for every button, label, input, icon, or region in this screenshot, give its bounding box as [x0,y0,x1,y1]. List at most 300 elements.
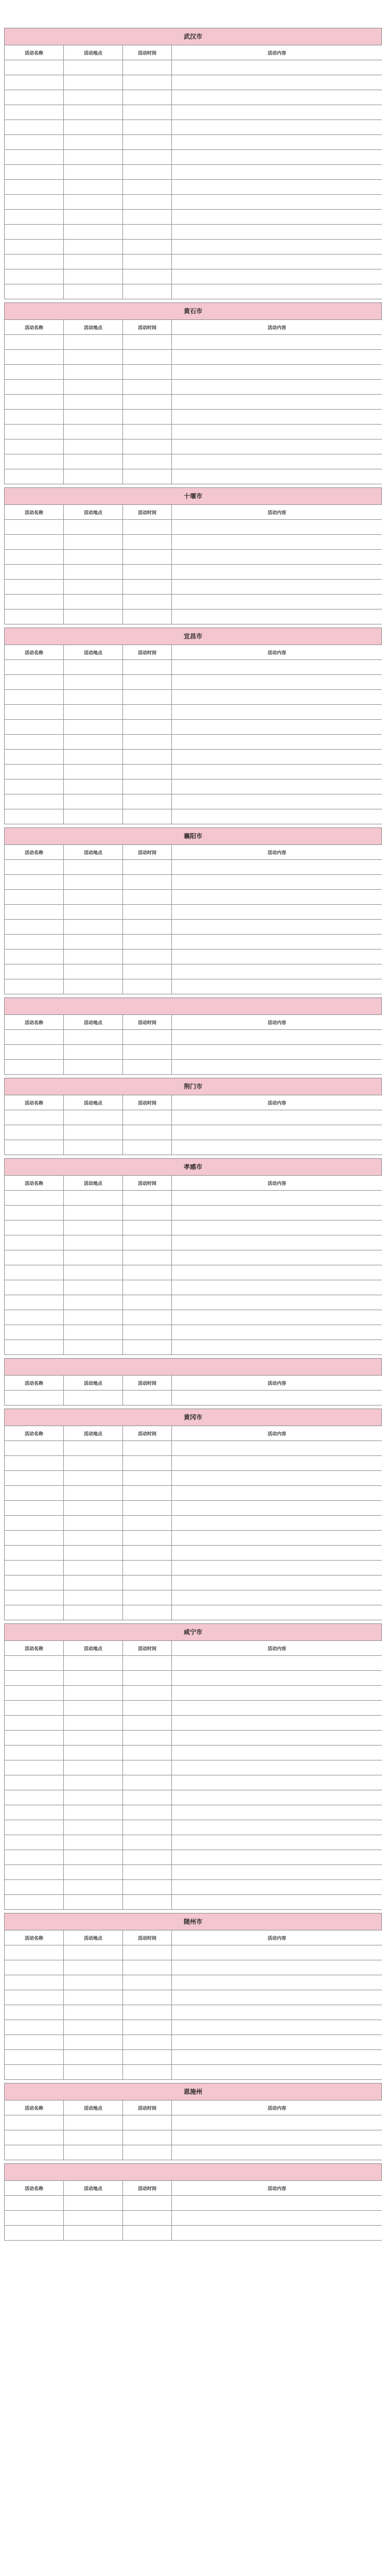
activity-time-cell [123,350,172,365]
column-header: 活动地点 [64,645,123,660]
table-row [5,1575,382,1590]
activity-name-cell [5,2196,64,2211]
column-header: 活动内容 [172,1376,382,1391]
city-section [4,997,382,1078]
activity-name-cell [5,1456,64,1471]
table-row [5,2065,382,2080]
activity-content-cell [172,1441,382,1456]
section-title: 宜昌市 [4,628,382,645]
activity-name-cell [5,2065,64,2080]
activity-name-cell [5,1140,64,1155]
column-header: 活动地点 [64,45,123,60]
table-row [5,150,382,165]
activity-time-cell [123,535,172,550]
activity-time-cell [123,335,172,350]
column-header: 活动名称 [5,2181,64,2196]
activity-table [4,1930,382,2080]
section-title [4,1358,382,1375]
activity-name-cell [5,1671,64,1686]
activity-location-cell [64,1325,123,1340]
activity-content-cell [172,1310,382,1325]
activity-content-cell [172,1486,382,1501]
activity-name-cell [5,920,64,935]
table-row [5,809,382,824]
activity-content-cell [172,675,382,690]
column-header: 活动名称 [5,2100,64,2115]
activity-time-cell [123,1516,172,1531]
activity-name-cell [5,1501,64,1516]
table-row [5,779,382,794]
activity-name-cell [5,2130,64,2145]
table-row [5,1656,382,1671]
activity-table [4,45,382,299]
section-title: 孝感市 [4,1158,382,1175]
table-row [5,195,382,210]
activity-content-cell [172,1575,382,1590]
activity-time-cell [123,135,172,150]
activity-location-cell [64,1235,123,1250]
activity-content-cell [172,1456,382,1471]
activity-time-cell [123,1060,172,1075]
activity-time-cell [123,920,172,935]
table-row [5,2130,382,2145]
activity-content-cell [172,550,382,565]
activity-time-cell [123,779,172,794]
table-row [5,269,382,284]
column-header: 活动名称 [5,1176,64,1191]
activity-location-cell [64,1701,123,1716]
column-header: 活动名称 [5,1015,64,1030]
column-header: 活动时间 [123,1641,172,1656]
section-title: 荆门市 [4,1078,382,1095]
activity-location-cell [64,1456,123,1471]
activity-name-cell [5,165,64,180]
activity-content-cell [172,195,382,210]
table-row [5,1340,382,1355]
activity-content-cell [172,935,382,950]
activity-name-cell [5,765,64,779]
activity-location-cell [64,1945,123,1960]
table-header-row [5,1641,382,1656]
activity-content-cell [172,1835,382,1850]
table-header-row [5,505,382,520]
activity-name-cell [5,609,64,624]
activity-location-cell [64,2130,123,2145]
table-row [5,890,382,905]
column-header: 活动名称 [5,1376,64,1391]
activity-time-cell [123,1745,172,1760]
activity-content-cell [172,2020,382,2035]
table-row [5,469,382,484]
activity-time-cell [123,469,172,484]
table-row [5,1850,382,1865]
activity-content-cell [172,105,382,120]
activity-name-cell [5,964,64,979]
table-row [5,705,382,720]
activity-name-cell [5,1340,64,1355]
activity-name-cell [5,1030,64,1045]
activity-content-cell [172,750,382,765]
activity-content-cell [172,535,382,550]
table-row [5,1605,382,1620]
activity-name-cell [5,1701,64,1716]
activity-content-cell [172,2211,382,2226]
activity-location-cell [64,675,123,690]
activity-location-cell [64,1531,123,1546]
activity-location-cell [64,60,123,75]
table-row [5,2005,382,2020]
activity-time-cell [123,1805,172,1820]
column-header: 活动内容 [172,1641,382,1656]
activity-content-cell [172,60,382,75]
activity-location-cell [64,860,123,875]
table-row [5,1835,382,1850]
activity-content-cell [172,765,382,779]
table-row [5,2211,382,2226]
section-title: 襄阳市 [4,827,382,844]
activity-content-cell [172,1745,382,1760]
activity-location-cell [64,1790,123,1805]
activity-name-cell [5,890,64,905]
activity-location-cell [64,1501,123,1516]
activity-location-cell [64,1191,123,1206]
table-row [5,425,382,439]
table-row [5,1325,382,1340]
table-row [5,565,382,580]
activity-content-cell [172,2115,382,2130]
activity-table [4,1375,382,1405]
activity-name-cell [5,105,64,120]
activity-name-cell [5,750,64,765]
activity-location-cell [64,454,123,469]
activity-name-cell [5,439,64,454]
activity-time-cell [123,609,172,624]
activity-time-cell [123,720,172,735]
column-header: 活动内容 [172,1176,382,1191]
table-header-row [5,1426,382,1441]
activity-time-cell [123,1701,172,1716]
activity-time-cell [123,1045,172,1060]
activity-name-cell [5,675,64,690]
activity-name-cell [5,720,64,735]
activity-time-cell [123,1960,172,1975]
activity-name-cell [5,565,64,580]
table-header-row [5,2181,382,2196]
activity-time-cell [123,195,172,210]
activity-location-cell [64,1206,123,1221]
activity-time-cell [123,735,172,750]
column-header: 活动地点 [64,1376,123,1391]
activity-location-cell [64,1295,123,1310]
activity-location-cell [64,90,123,105]
activity-name-cell [5,1575,64,1590]
activity-time-cell [123,1325,172,1340]
activity-location-cell [64,1110,123,1125]
table-row [5,2115,382,2130]
activity-name-cell [5,60,64,75]
activity-location-cell [64,180,123,195]
activity-name-cell [5,1716,64,1731]
table-row [5,690,382,705]
table-row [5,2050,382,2065]
table-row [5,580,382,595]
activity-name-cell [5,1471,64,1486]
activity-name-cell [5,350,64,365]
activity-content-cell [172,720,382,735]
activity-content-cell [172,1790,382,1805]
activity-name-cell [5,794,64,809]
activity-location-cell [64,1265,123,1280]
activity-location-cell [64,2005,123,2020]
column-header: 活动时间 [123,320,172,335]
column-header: 活动名称 [5,845,64,860]
activity-location-cell [64,2050,123,2065]
activity-time-cell [123,425,172,439]
section-title: 黄石市 [4,302,382,319]
table-row [5,1671,382,1686]
activity-location-cell [64,1441,123,1456]
column-header: 活动内容 [172,1095,382,1110]
activity-location-cell [64,135,123,150]
activity-name-cell [5,979,64,994]
table-row [5,1221,382,1235]
activity-time-cell [123,1716,172,1731]
activity-time-cell [123,2050,172,2065]
activity-content-cell [172,2065,382,2080]
activity-content-cell [172,690,382,705]
activity-content-cell [172,1605,382,1620]
column-header: 活动名称 [5,45,64,60]
activity-content-cell [172,1590,382,1605]
activity-content-cell [172,1561,382,1575]
activity-name-cell [5,410,64,425]
activity-time-cell [123,1030,172,1045]
column-header: 活动时间 [123,1376,172,1391]
activity-location-cell [64,395,123,410]
table-row [5,2020,382,2035]
activity-content-cell [172,1945,382,1960]
activity-time-cell [123,1486,172,1501]
activity-time-cell [123,1880,172,1895]
activity-table [4,1175,382,1355]
activity-location-cell [64,720,123,735]
activity-name-cell [5,809,64,824]
activity-time-cell [123,809,172,824]
activity-name-cell [5,1990,64,2005]
activity-content-cell [172,794,382,809]
activity-name-cell [5,454,64,469]
activity-name-cell [5,150,64,165]
table-row [5,105,382,120]
column-header: 活动内容 [172,645,382,660]
activity-name-cell [5,210,64,225]
activity-name-cell [5,195,64,210]
activity-location-cell [64,425,123,439]
table-row [5,180,382,195]
table-row [5,860,382,875]
activity-name-cell [5,779,64,794]
activity-name-cell [5,1731,64,1745]
activity-name-cell [5,660,64,675]
table-header-row [5,1095,382,1110]
table-row [5,255,382,269]
activity-content-cell [172,1280,382,1295]
column-header: 活动名称 [5,1426,64,1441]
table-row [5,1546,382,1561]
activity-time-cell [123,690,172,705]
activity-location-cell [64,1561,123,1575]
activity-content-cell [172,875,382,890]
activity-content-cell [172,1716,382,1731]
activity-content-cell [172,1820,382,1835]
city-section [4,827,382,997]
table-row [5,1125,382,1140]
activity-location-cell [64,1960,123,1975]
activity-location-cell [64,195,123,210]
activity-location-cell [64,284,123,299]
activity-content-cell [172,1865,382,1880]
activity-content-cell [172,1975,382,1990]
activity-content-cell [172,210,382,225]
table-row [5,225,382,240]
activity-name-cell [5,1310,64,1325]
column-header: 活动地点 [64,1176,123,1191]
column-header: 活动名称 [5,1641,64,1656]
table-row [5,1391,382,1405]
table-row [5,120,382,135]
activity-name-cell [5,2050,64,2065]
activity-name-cell [5,2005,64,2020]
activity-time-cell [123,1760,172,1775]
activity-time-cell [123,1265,172,1280]
activity-time-cell [123,180,172,195]
activity-time-cell [123,1340,172,1355]
activity-time-cell [123,410,172,425]
table-header-row [5,845,382,860]
table-row [5,1960,382,1975]
table-row [5,2145,382,2160]
activity-location-cell [64,1745,123,1760]
activity-time-cell [123,1850,172,1865]
table-row [5,2035,382,2050]
table-header-row [5,45,382,60]
activity-content-cell [172,1960,382,1975]
column-header: 活动时间 [123,645,172,660]
activity-name-cell [5,1206,64,1221]
activity-time-cell [123,660,172,675]
activity-location-cell [64,1391,123,1405]
table-row [5,1716,382,1731]
column-header: 活动地点 [64,1426,123,1441]
activity-name-cell [5,2020,64,2035]
activity-location-cell [64,1125,123,1140]
activity-content-cell [172,1531,382,1546]
activity-time-cell [123,935,172,950]
section-title [4,2163,382,2180]
column-header: 活动内容 [172,1015,382,1030]
table-row [5,1686,382,1701]
activity-time-cell [123,1391,172,1405]
table-row [5,1280,382,1295]
activity-content-cell [172,165,382,180]
table-row [5,1745,382,1760]
activity-content-cell [172,425,382,439]
table-row [5,550,382,565]
activity-name-cell [5,595,64,609]
column-header: 活动内容 [172,320,382,335]
table-row [5,410,382,425]
column-header: 活动内容 [172,505,382,520]
activity-name-cell [5,90,64,105]
table-row [5,284,382,299]
activity-location-cell [64,1280,123,1295]
activity-content-cell [172,1731,382,1745]
activity-table [4,2180,382,2241]
activity-content-cell [172,580,382,595]
activity-table [4,1640,382,1910]
table-row [5,1990,382,2005]
activity-location-cell [64,1045,123,1060]
city-section [4,28,382,302]
city-section [4,2163,382,2244]
table-row [5,1140,382,1155]
activity-name-cell [5,335,64,350]
table-row [5,1775,382,1790]
activity-location-cell [64,335,123,350]
column-header: 活动地点 [64,505,123,520]
activity-name-cell [5,1775,64,1790]
section-title: 恩施州 [4,2083,382,2100]
activity-location-cell [64,580,123,595]
section-title: 随州市 [4,1913,382,1930]
activity-content-cell [172,1656,382,1671]
column-header: 活动名称 [5,505,64,520]
activity-content-cell [172,2005,382,2020]
table-row [5,165,382,180]
city-section [4,487,382,628]
activity-content-cell [172,454,382,469]
table-row [5,1310,382,1325]
table-row [5,380,382,395]
table-header-row [5,1176,382,1191]
activity-location-cell [64,1760,123,1775]
activity-name-cell [5,935,64,950]
activity-time-cell [123,580,172,595]
activity-time-cell [123,1945,172,1960]
activity-name-cell [5,240,64,255]
activity-time-cell [123,565,172,580]
activity-content-cell [172,1686,382,1701]
column-header: 活动内容 [172,1426,382,1441]
column-header: 活动时间 [123,2181,172,2196]
section-spacer [4,2241,382,2244]
activity-time-cell [123,765,172,779]
activity-name-cell [5,1531,64,1546]
activity-location-cell [64,120,123,135]
activity-content-cell [172,269,382,284]
city-section [4,1078,382,1158]
activity-location-cell [64,469,123,484]
activity-location-cell [64,1030,123,1045]
activity-time-cell [123,1295,172,1310]
activity-time-cell [123,2211,172,2226]
table-header-row [5,2100,382,2115]
table-row [5,1945,382,1960]
activity-location-cell [64,905,123,920]
activity-content-cell [172,1880,382,1895]
activity-location-cell [64,794,123,809]
activity-content-cell [172,284,382,299]
